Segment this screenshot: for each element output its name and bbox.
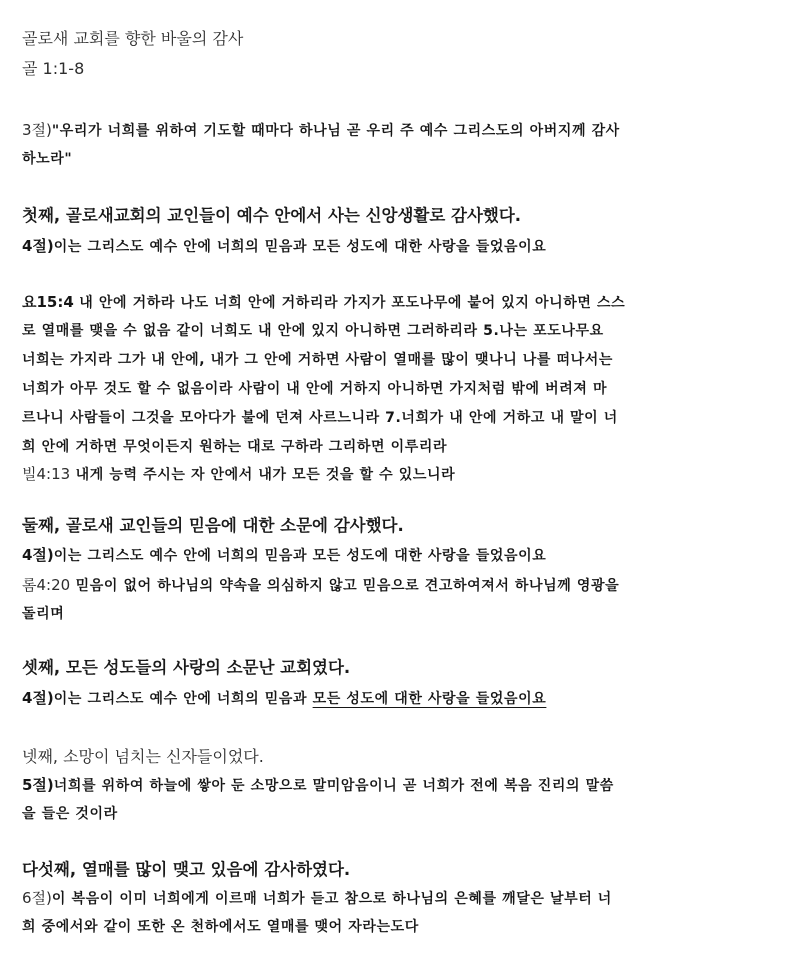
verse-3-line-1 [22,117,777,144]
section-5-verse-ref: 6절) [22,889,52,907]
section-1-verse [22,233,777,260]
section-2-heading: 둘째, 골로새 교인들의 믿음에 대한 소문에 감사했다. [22,516,404,535]
verse-3-line-2: 하노라" [22,151,73,167]
section-1-verse-text: 이는 그리스도 예수 안에 너희의 믿음과 모든 성도에 대한 사랑을 들었음이요 [53,239,547,255]
romans-text-1: 믿음이 없어 하나님의 약속을 의심하지 않고 믿음으로 견고하여져서 하나님께 영광을 [70,578,620,594]
romans-ref: 롬4:20 [22,576,71,594]
phil-text: 내게 능력 주시는 자 안에서 내가 모든 것을 할 수 있느니라 [70,467,456,483]
section-2-verse [22,542,777,569]
section-4-verse-line-1 [22,772,777,799]
john-line-5: 르나니 사람들이 그것을 모아다가 불에 던져 사르느니라 7.너희가 내 안에 거하고 내 말이 너 [22,410,618,426]
section-5-verse-line-1 [22,885,777,912]
section-5-heading: 다섯째, 열매를 많이 맺고 있음에 감사하였다. [22,860,351,879]
section-4-heading: 넷째, 소망이 넘치는 신자들이었다. [22,747,264,766]
section-4-verse-line-2: 을 들은 것이라 [22,806,118,822]
section-5-verse-line-2: 희 중에서와 같이 또한 온 천하에서도 열매를 맺어 자라는도다 [22,919,419,935]
verse-3-ref: 3절) [22,121,52,139]
scripture-reference: 골 1:1-8 [22,59,85,78]
john-line-3: 너희는 가지라 그가 내 안에, 내가 그 안에 거하면 사람이 열매를 많이 맺나니 나를 떠나서는 [22,352,614,368]
romans-line-2: 돌리며 [22,606,65,622]
john-ref: 요15:4 [22,293,74,311]
john-line-6: 희 안에 거하면 무엇이든지 원하는 대로 구하라 그리하면 이루리라 [22,439,448,455]
section-3-verse-ref: 4절) [22,689,54,707]
section-2-verse-text: 이는 그리스도 예수 안에 너희의 믿음과 모든 성도에 대한 사랑을 들었음이요 [53,548,547,564]
phil-line [22,461,777,488]
section-3-verse [22,685,777,712]
document-title: 골로새 교회를 향한 바울의 감사 [22,29,244,48]
section-1-heading: 첫째, 골로새교회의 교인들이 예수 안에서 사는 신앙생활로 감사했다. [22,206,522,225]
verse-3-text-1: "우리가 너희를 위하여 기도할 때마다 하나님 곧 우리 주 예수 그리스도의 아버지께 감사 [51,123,620,139]
section-4-verse-ref: 5절) [22,776,54,794]
romans-line-1 [22,572,777,599]
section-3-underlined-text: 모든 성도에 대한 사랑을 들었음이요 [312,691,547,707]
section-5-verse-text-1: 이 복음이 이미 너희에게 이르매 너희가 듣고 참으로 하나님의 은혜를 깨달은 날부터 너 [51,891,612,907]
john-line-2: 로 열매를 맺을 수 없음 같이 너희도 내 안에 있지 아니하면 그러하리라 5.나는 포도나무요 [22,323,604,339]
john-text-1: 내 안에 거하라 나도 너희 안에 거하리라 가지가 포도나무에 붙어 있지 아니하면 스스 [73,295,626,311]
phil-ref: 빌4:13 [22,465,71,483]
section-4-verse-text-1: 너희를 위하여 하늘에 쌓아 둔 소망으로 말미암음이니 곧 너희가 전에 복음 진리의 말씀 [53,778,614,794]
section-3-heading: 셋째, 모든 성도들의 사랑의 소문난 교회였다. [22,658,351,677]
john-line-4: 너희가 아무 것도 할 수 없음이라 사람이 내 안에 거하지 아니하면 가지처럼 밖에 버려져 마 [22,381,608,397]
john-line-1 [22,289,777,316]
section-1-verse-ref: 4절) [22,237,54,255]
section-3-verse-text: 이는 그리스도 예수 안에 너희의 믿음과 [53,691,313,707]
section-2-verse-ref: 4절) [22,546,54,564]
